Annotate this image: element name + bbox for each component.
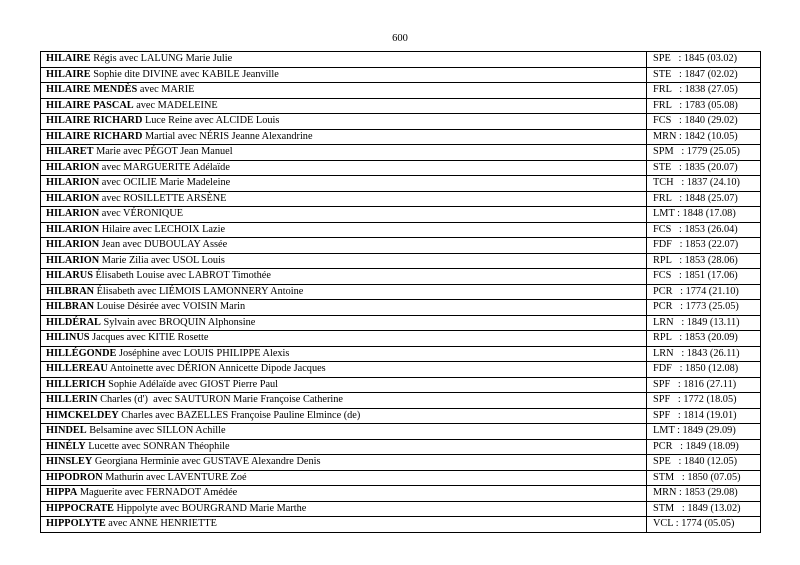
- table-row: [41, 315, 761, 331]
- spouses-text: Charles avec BAZELLES Françoise Pauline Elmince (de): [118, 409, 361, 421]
- spouses-text: avec MARGUERITE Adélaïde: [99, 161, 230, 173]
- spouses-cell: [41, 393, 647, 409]
- surname: HILARION: [46, 208, 100, 220]
- spouses-cell: [41, 83, 647, 99]
- parish-date-cell: RPL : 1853 (20.09): [647, 331, 761, 347]
- spouses-text: Mathurin avec LAVENTURE Zoé: [102, 471, 247, 483]
- table-row: [41, 52, 761, 68]
- parish-date-cell: STM : 1850 (07.05): [647, 470, 761, 486]
- spouses-text: Marie avec PÉGOT Jean Manuel: [93, 146, 233, 158]
- table-row: [41, 439, 761, 455]
- table-row: [41, 269, 761, 285]
- spouses-text: avec MARIE: [137, 84, 195, 96]
- parish-date-cell: SPF : 1816 (27.11): [647, 377, 761, 393]
- table-row: [41, 67, 761, 83]
- spouses-cell: [41, 129, 647, 145]
- table-row: [41, 253, 761, 269]
- spouses-text: Martial avec NÉRIS Jeanne Alexandrine: [142, 130, 313, 142]
- parish-date-cell: SPF : 1814 (19.01): [647, 408, 761, 424]
- surname: HILARION: [46, 192, 100, 204]
- spouses-cell: [41, 222, 647, 238]
- parish-date-cell: VCL : 1774 (05.05): [647, 517, 761, 533]
- spouses-text: Hilaire avec LECHOIX Lazie: [99, 223, 226, 235]
- spouses-cell: [41, 207, 647, 223]
- spouses-cell: [41, 67, 647, 83]
- spouses-text: Marie Zilia avec USOL Louis: [99, 254, 225, 266]
- spouses-text: Maguerite avec FERNADOT Amédée: [77, 487, 238, 499]
- surname: HILARION: [46, 239, 100, 251]
- surname: HILAIRE: [46, 68, 91, 80]
- parish-date-cell: MRN : 1842 (10.05): [647, 129, 761, 145]
- spouses-text: Hippolyte avec BOURGRAND Marie Marthe: [113, 502, 307, 514]
- table-row: [41, 470, 761, 486]
- surname: HINDEL: [46, 425, 87, 437]
- parish-date-cell: SPE : 1840 (12.05): [647, 455, 761, 471]
- parish-date-cell: STM : 1849 (13.02): [647, 501, 761, 517]
- table-row: [41, 377, 761, 393]
- spouses-text: Louise Désirée avec VOISIN Marin: [94, 301, 246, 313]
- spouses-cell: [41, 238, 647, 254]
- parish-date-cell: MRN : 1853 (29.08): [647, 486, 761, 502]
- surname: HILAIRE: [46, 53, 91, 65]
- spouses-cell: [41, 408, 647, 424]
- surname: HILBRAN: [46, 285, 95, 297]
- spouses-text: Sophie dite DIVINE avec KABILE Jeanville: [90, 68, 279, 80]
- parish-date-cell: RPL : 1853 (28.06): [647, 253, 761, 269]
- spouses-cell: [41, 486, 647, 502]
- spouses-cell: [41, 346, 647, 362]
- spouses-cell: [41, 517, 647, 533]
- table-row: [41, 284, 761, 300]
- spouses-cell: [41, 315, 647, 331]
- table-row: [41, 300, 761, 316]
- surname: HIMCKELDEY: [46, 409, 119, 421]
- surname: HILAIRE RICHARD: [46, 130, 143, 142]
- parish-date-cell: FDF : 1850 (12.08): [647, 362, 761, 378]
- surname: HILLEREAU: [46, 363, 108, 375]
- parish-date-cell: TCH : 1837 (24.10): [647, 176, 761, 192]
- surname: HILARION: [46, 223, 100, 235]
- spouses-cell: [41, 145, 647, 161]
- spouses-cell: [41, 98, 647, 114]
- spouses-text: Belsamine avec SILLON Achille: [86, 425, 226, 437]
- spouses-text: Jean avec DUBOULAY Assée: [99, 239, 228, 251]
- table-row: [41, 191, 761, 207]
- parish-date-cell: FCS : 1851 (17.06): [647, 269, 761, 285]
- spouses-cell: [41, 424, 647, 440]
- parish-date-cell: PCR : 1774 (21.10): [647, 284, 761, 300]
- surname: HILINUS: [46, 332, 90, 344]
- surname: HILLÉGONDE: [46, 347, 117, 359]
- parish-date-cell: FRL : 1783 (05.08): [647, 98, 761, 114]
- marriage-register-table: [40, 51, 761, 533]
- parish-date-cell: PCR : 1849 (18.09): [647, 439, 761, 455]
- spouses-text: avec ROSILLETTE ARSÈNE: [99, 192, 227, 204]
- spouses-cell: [41, 377, 647, 393]
- spouses-cell: [41, 470, 647, 486]
- spouses-text: Sophie Adélaïde avec GIOST Pierre Paul: [105, 378, 279, 390]
- table-row: [41, 207, 761, 223]
- table-row: [41, 114, 761, 130]
- spouses-text: Joséphine avec LOUIS PHILIPPE Alexis: [116, 347, 290, 359]
- parish-date-cell: LMT : 1849 (29.09): [647, 424, 761, 440]
- surname: HILARION: [46, 161, 100, 173]
- table-row: [41, 517, 761, 533]
- parish-date-cell: PCR : 1773 (25.05): [647, 300, 761, 316]
- spouses-cell: [41, 269, 647, 285]
- surname: HILDÉRAL: [46, 316, 101, 328]
- spouses-text: Régis avec LALUNG Marie Julie: [90, 53, 233, 65]
- table-row: [41, 176, 761, 192]
- surname: HILARET: [46, 146, 94, 158]
- spouses-cell: [41, 362, 647, 378]
- parish-date-cell: SPE : 1845 (03.02): [647, 52, 761, 68]
- table-row: [41, 238, 761, 254]
- table-row: [41, 362, 761, 378]
- spouses-cell: [41, 300, 647, 316]
- parish-date-cell: FDF : 1853 (22.07): [647, 238, 761, 254]
- surname: HILBRAN: [46, 301, 95, 313]
- spouses-text: Georgiana Herminie avec GUSTAVE Alexandre Denis: [92, 456, 321, 468]
- table-row: [41, 408, 761, 424]
- spouses-cell: [41, 331, 647, 347]
- surname: HILARION: [46, 254, 100, 266]
- spouses-text: Luce Reine avec ALCIDE Louis: [142, 115, 280, 127]
- spouses-text: avec MADELEINE: [133, 99, 218, 111]
- surname: HILAIRE RICHARD: [46, 115, 143, 127]
- parish-date-cell: STE : 1847 (02.02): [647, 67, 761, 83]
- parish-date-cell: LMT : 1848 (17.08): [647, 207, 761, 223]
- table-row: [41, 486, 761, 502]
- table-row: [41, 160, 761, 176]
- parish-date-cell: FCS : 1840 (29.02): [647, 114, 761, 130]
- surname: HIPPA: [46, 487, 78, 499]
- surname: HILLERIN: [46, 394, 98, 406]
- table-row: [41, 501, 761, 517]
- surname: HINÉLY: [46, 440, 86, 452]
- surname: HINSLEY: [46, 456, 93, 468]
- spouses-text: avec OCILIE Marie Madeleine: [99, 177, 231, 189]
- spouses-text: Sylvain avec BROQUIN Alphonsine: [100, 316, 256, 328]
- spouses-cell: [41, 253, 647, 269]
- surname: HIPPOLYTE: [46, 518, 106, 530]
- table-row: [41, 129, 761, 145]
- spouses-text: Charles (d') avec SAUTURON Marie Françoise Catherine: [97, 394, 343, 406]
- surname: HILARION: [46, 177, 100, 189]
- spouses-text: Élisabeth Louise avec LABROT Timothée: [92, 270, 271, 282]
- spouses-cell: [41, 455, 647, 471]
- parish-date-cell: STE : 1835 (20.07): [647, 160, 761, 176]
- page-number: 600: [392, 33, 408, 44]
- table-row: [41, 424, 761, 440]
- surname: HILAIRE MENDÈS: [46, 84, 138, 96]
- spouses-cell: [41, 284, 647, 300]
- parish-date-cell: FRL : 1838 (27.05): [647, 83, 761, 99]
- spouses-text: Jacques avec KITIE Rosette: [89, 332, 209, 344]
- spouses-text: avec VÉRONIQUE: [99, 208, 184, 220]
- table-row: [41, 145, 761, 161]
- parish-date-cell: LRN : 1849 (13.11): [647, 315, 761, 331]
- spouses-text: avec ANNE HENRIETTE: [105, 518, 217, 530]
- spouses-cell: [41, 176, 647, 192]
- table-row: [41, 455, 761, 471]
- spouses-text: Antoinette avec DÉRION Annicette Dipode Jacques: [107, 363, 326, 375]
- parish-date-cell: FCS : 1853 (26.04): [647, 222, 761, 238]
- table-row: [41, 346, 761, 362]
- table-row: [41, 222, 761, 238]
- parish-date-cell: FRL : 1848 (25.07): [647, 191, 761, 207]
- spouses-cell: [41, 191, 647, 207]
- parish-date-cell: SPM : 1779 (25.05): [647, 145, 761, 161]
- table-row: [41, 98, 761, 114]
- surname: HIPPOCRATE: [46, 502, 114, 514]
- surname: HIPODRON: [46, 471, 103, 483]
- spouses-cell: [41, 501, 647, 517]
- spouses-cell: [41, 52, 647, 68]
- surname: HILAIRE PASCAL: [46, 99, 134, 111]
- parish-date-cell: SPF : 1772 (18.05): [647, 393, 761, 409]
- table-row: [41, 83, 761, 99]
- spouses-cell: [41, 439, 647, 455]
- spouses-cell: [41, 114, 647, 130]
- surname: HILARUS: [46, 270, 93, 282]
- surname: HILLERICH: [46, 378, 106, 390]
- spouses-cell: [41, 160, 647, 176]
- register-rows: [41, 52, 761, 533]
- table-row: [41, 393, 761, 409]
- table-row: [41, 331, 761, 347]
- spouses-text: Lucette avec SONRAN Théophile: [85, 440, 230, 452]
- spouses-text: Élisabeth avec LIÉMOIS LAMONNERY Antoine: [94, 285, 304, 297]
- parish-date-cell: LRN : 1843 (26.11): [647, 346, 761, 362]
